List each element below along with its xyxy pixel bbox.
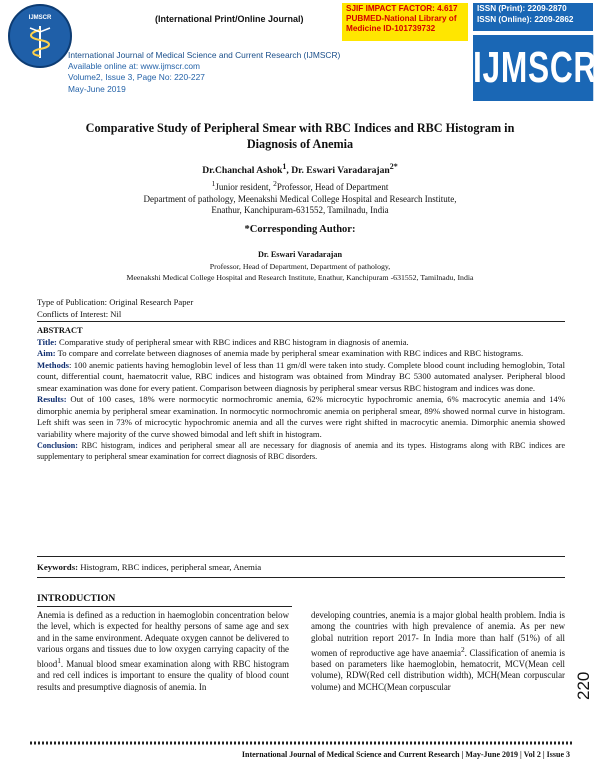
title-line: Comparative Study of Peripheral Smear with RBC Indices and RBC Histogram in — [85, 121, 515, 135]
abstract-conclusion — [37, 440, 565, 462]
paragraph-text: . Classification of anemia is based on parameters like haemoglobin, hematocrit, MCV(Mean cell volume), RDW(Red cell distribution width), MCH(Mean corpuscular volume) and MCHC(Mean corpuscular — [311, 647, 565, 692]
abstract-label: Aim: — [37, 348, 56, 358]
volume-info: Volume2, Issue 3, Page No: 220-227 — [68, 72, 205, 83]
intro-left-column — [37, 610, 289, 693]
affil-sup: 1 — [211, 179, 216, 188]
publication-type: Type of Publication: Original Research Paper — [37, 297, 194, 307]
journal-name: International Journal of Medical Science and Current Research (IJMSCR) — [68, 50, 341, 60]
corresponding-affiliation — [0, 262, 600, 283]
impact-line: SJIF IMPACT FACTOR: 4.617 — [346, 4, 458, 13]
abstract-title — [37, 337, 565, 349]
abstract-label: Results: — [37, 394, 67, 404]
affil-role: Professor, Head of Department — [276, 182, 389, 192]
keywords-label: Keywords: — [37, 562, 79, 572]
corresponding-name: Dr. Eswari Varadarajan — [257, 250, 343, 259]
paragraph-text: . Manual blood smear examination along with RBC histogram and red cell indices is important to ensure the quality of blood count results and presumptive diagnosis of anemia. In — [37, 659, 289, 692]
divider — [37, 577, 565, 578]
abstract-text: : 100 anemic patients having hemoglobin level of less than 11 gm/dl were taken into study. Complete blood count including hemoglobin, Total count, differential count, haematocrit value, RBC indices and histogram was obtained from Mindray BC 5300 automated analyser. Peripheral blood smear examination was done for every patient. Comparison between diagnosis by peripheral smear versus RBC histogram and indices was done. — [37, 359, 565, 393]
paragraph — [37, 610, 289, 693]
paragraph — [311, 610, 565, 693]
brand-banner: IJMSCR — [473, 35, 593, 101]
publication-date: May-June 2019 — [68, 83, 126, 94]
abstract-text: Comparative study of peripheral smear with RBC indices and RBC histogram in diagnosis of anemia. — [56, 336, 409, 347]
title-line: Diagnosis of Anemia — [246, 137, 354, 151]
issn-box — [473, 3, 593, 31]
author-name: , Dr. Eswari Varadarajan — [286, 165, 390, 177]
impact-line: Medicine ID-101739732 — [346, 23, 436, 33]
keywords-text: Histogram, RBC indices, peripheral smear, Anemia — [78, 562, 262, 572]
abstract-label: Methods — [37, 359, 69, 370]
author-line — [0, 162, 600, 176]
abstract-results — [37, 394, 565, 440]
author-name: Dr.Chanchal Ashok — [202, 165, 283, 177]
citation: 1 — [57, 656, 61, 666]
author-sup: 1 — [282, 162, 287, 171]
author-sup: 2* — [389, 162, 398, 171]
issn-print: ISSN (Print): 2209-2870 — [477, 4, 567, 13]
affiliation-dept: Department of pathology, Meenakshi Medical College Hospital and Research Institute, — [143, 193, 457, 204]
conflicts-of-interest: Conflicts of Interest: Nil — [37, 308, 122, 319]
divider — [37, 606, 292, 607]
corr-line: Meenakshi Medical College Hospital and Research Institute, Enathur, Kanchipuram -631552, Tamilnadu, India — [126, 272, 474, 282]
impact-line: PUBMED-National Library of — [346, 13, 457, 23]
impact-factor-box — [342, 3, 468, 41]
abstract-text: RBC histogram, indices and peripheral smear all are necessary for diagnosis of anemia and its types. Histograms along with RBC indices are supplementary to peripheral smear examination for correct diagnosis of RBC disorders. — [37, 441, 565, 461]
journal-logo — [8, 4, 72, 68]
dotted-rule — [30, 741, 572, 745]
affiliation — [0, 178, 600, 217]
divider — [37, 321, 565, 322]
affiliation-address: Enathur, Kanchipuram-631552, Tamilnadu, India — [211, 205, 389, 215]
affiliation-roles — [0, 178, 600, 194]
page-footer: International Journal of Medical Science and Current Research | May-June 2019 | Vol 2 | Issue 3 — [241, 750, 570, 759]
affil-sup: 2 — [273, 179, 277, 188]
issn-online: ISSN (Online): 2209-2862 — [477, 14, 574, 24]
affil-role: Junior resident, — [215, 182, 274, 192]
caduceus-icon — [24, 24, 56, 60]
available-online[interactable]: Available online at: www.ijmscr.com — [68, 61, 201, 72]
paragraph-text: Anemia is defined as a reduction in haemoglobin concentration below the level, which is expected for healthy persons of same age and sex and in the same environment. Adequate oxygen cannot be delivered to various organs and tissues due to low oxygen carrying capacity of the blood — [37, 610, 289, 670]
logo-text: IJMSCR — [28, 15, 52, 21]
abstract-text: Out of 100 cases, 18% were normocytic normochromic anemia, 62% microcytic hypochromic anemia, 6% macrocytic anemia and 14% dimorphic anemia by peripheral smear examination. In normocytic normochromic anemia on peripheral smear, 89% showed normal curve in histogram. Left shift was seen in 73% of microcytic hypochromic anemia and all the curves were right shifted in macrocytic anemia. Dimorphic anemia showed variability where majority of the curve showed bimodal and left shift in histogram. — [37, 394, 565, 439]
publication-meta — [37, 297, 193, 320]
abstract-methods — [37, 360, 565, 395]
journal-info — [68, 50, 340, 95]
corresponding-heading: *Corresponding Author: — [244, 224, 356, 235]
abstract — [37, 325, 565, 462]
abstract-aim — [37, 348, 565, 360]
intro-right-column — [311, 610, 565, 693]
article-title — [0, 120, 600, 152]
abstract-label: Title: — [37, 336, 57, 347]
citation: 2 — [460, 644, 465, 654]
print-online-label: (International Print/Online Journal) — [155, 14, 304, 24]
divider — [37, 556, 565, 557]
corr-line: Professor, Head of Department, Department of pathology, — [209, 262, 391, 271]
paragraph-text: developing countries, anemia is a major global health problem. India is among the countries with high prevalence of anemia. As per new global nutrition report 2017- In India more than half (51%) of all women of reproductive age have anaemia — [311, 610, 565, 658]
abstract-label: Conclusion: — [37, 441, 78, 450]
abstract-heading: ABSTRACT — [37, 326, 83, 335]
abstract-text: To compare and correlate between diagnoses of anemia made by peripheral smear examination with RBC indices and RBC histograms. — [55, 348, 524, 358]
section-heading: INTRODUCTION — [37, 593, 116, 604]
page-number: 220 — [574, 671, 593, 700]
keywords — [37, 562, 565, 572]
